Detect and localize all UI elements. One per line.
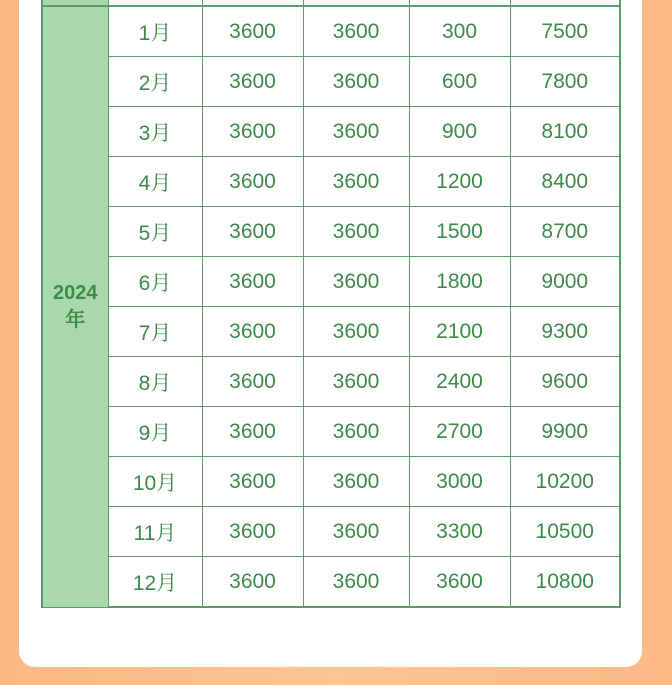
value-cell: 3600	[202, 257, 303, 307]
month-cell: 8月	[108, 357, 202, 407]
salary-table	[41, 0, 621, 608]
value-cell: 3600	[303, 57, 409, 107]
value-cell: 3600	[303, 507, 409, 557]
value-cell: 8400	[510, 157, 620, 207]
value-cell: 3600	[409, 557, 510, 608]
value-cell: 2400	[409, 357, 510, 407]
value-cell: 3300	[409, 507, 510, 557]
value-cell: 3600	[303, 557, 409, 608]
table-row	[42, 457, 620, 507]
month-cell: 1月	[108, 6, 202, 57]
value-cell: 1800	[409, 257, 510, 307]
month-cell: 12月	[108, 557, 202, 608]
month-cell: 2月	[108, 57, 202, 107]
value-cell: 3600	[202, 407, 303, 457]
value-cell: 10800	[510, 557, 620, 608]
value-cell: 10500	[510, 507, 620, 557]
salary-table-wrap	[41, 0, 621, 608]
year-label: 2024	[53, 281, 98, 304]
value-cell: 3000	[409, 457, 510, 507]
value-cell: 3600	[202, 207, 303, 257]
month-cell: 10月	[108, 457, 202, 507]
month-cell: 6月	[108, 257, 202, 307]
value-cell: 3600	[202, 557, 303, 608]
value-cell: 600	[409, 57, 510, 107]
month-cell: 11月	[108, 507, 202, 557]
value-cell: 3600	[303, 407, 409, 457]
table-row	[42, 157, 620, 207]
month-cell: 5月	[108, 207, 202, 257]
value-cell: 8100	[510, 107, 620, 157]
year-suffix: 年	[65, 308, 86, 331]
value-cell: 3600	[303, 257, 409, 307]
value-cell: 300	[409, 6, 510, 57]
value-cell: 3600	[202, 507, 303, 557]
value-cell: 3600	[303, 107, 409, 157]
month-cell: 9月	[108, 407, 202, 457]
value-cell: 3600	[202, 157, 303, 207]
table-row	[42, 307, 620, 357]
value-cell: 2700	[409, 407, 510, 457]
value-cell: 7800	[510, 57, 620, 107]
table-row	[42, 257, 620, 307]
value-cell: 9300	[510, 307, 620, 357]
table-row	[42, 507, 620, 557]
table-row	[42, 407, 620, 457]
value-cell: 3600	[303, 207, 409, 257]
table-row	[42, 6, 620, 57]
table-row	[42, 207, 620, 257]
value-cell: 3600	[202, 357, 303, 407]
value-cell: 3600	[303, 6, 409, 57]
value-cell: 1500	[409, 207, 510, 257]
month-cell: 7月	[108, 307, 202, 357]
table-row	[42, 357, 620, 407]
value-cell: 10200	[510, 457, 620, 507]
month-cell: 3月	[108, 107, 202, 157]
year-cell	[42, 6, 108, 607]
value-cell: 3600	[202, 107, 303, 157]
value-cell: 3600	[202, 6, 303, 57]
value-cell: 3600	[202, 307, 303, 357]
table-row	[42, 57, 620, 107]
table-row	[42, 557, 620, 608]
value-cell: 8700	[510, 207, 620, 257]
value-cell: 3600	[202, 57, 303, 107]
month-cell: 4月	[108, 157, 202, 207]
value-cell: 9000	[510, 257, 620, 307]
value-cell: 3600	[202, 457, 303, 507]
value-cell: 3600	[303, 157, 409, 207]
value-cell: 3600	[303, 457, 409, 507]
value-cell: 3600	[303, 307, 409, 357]
value-cell: 3600	[303, 357, 409, 407]
value-cell: 2100	[409, 307, 510, 357]
table-row	[42, 107, 620, 157]
value-cell: 9600	[510, 357, 620, 407]
value-cell: 1200	[409, 157, 510, 207]
value-cell: 7500	[510, 6, 620, 57]
value-cell: 900	[409, 107, 510, 157]
value-cell: 9900	[510, 407, 620, 457]
